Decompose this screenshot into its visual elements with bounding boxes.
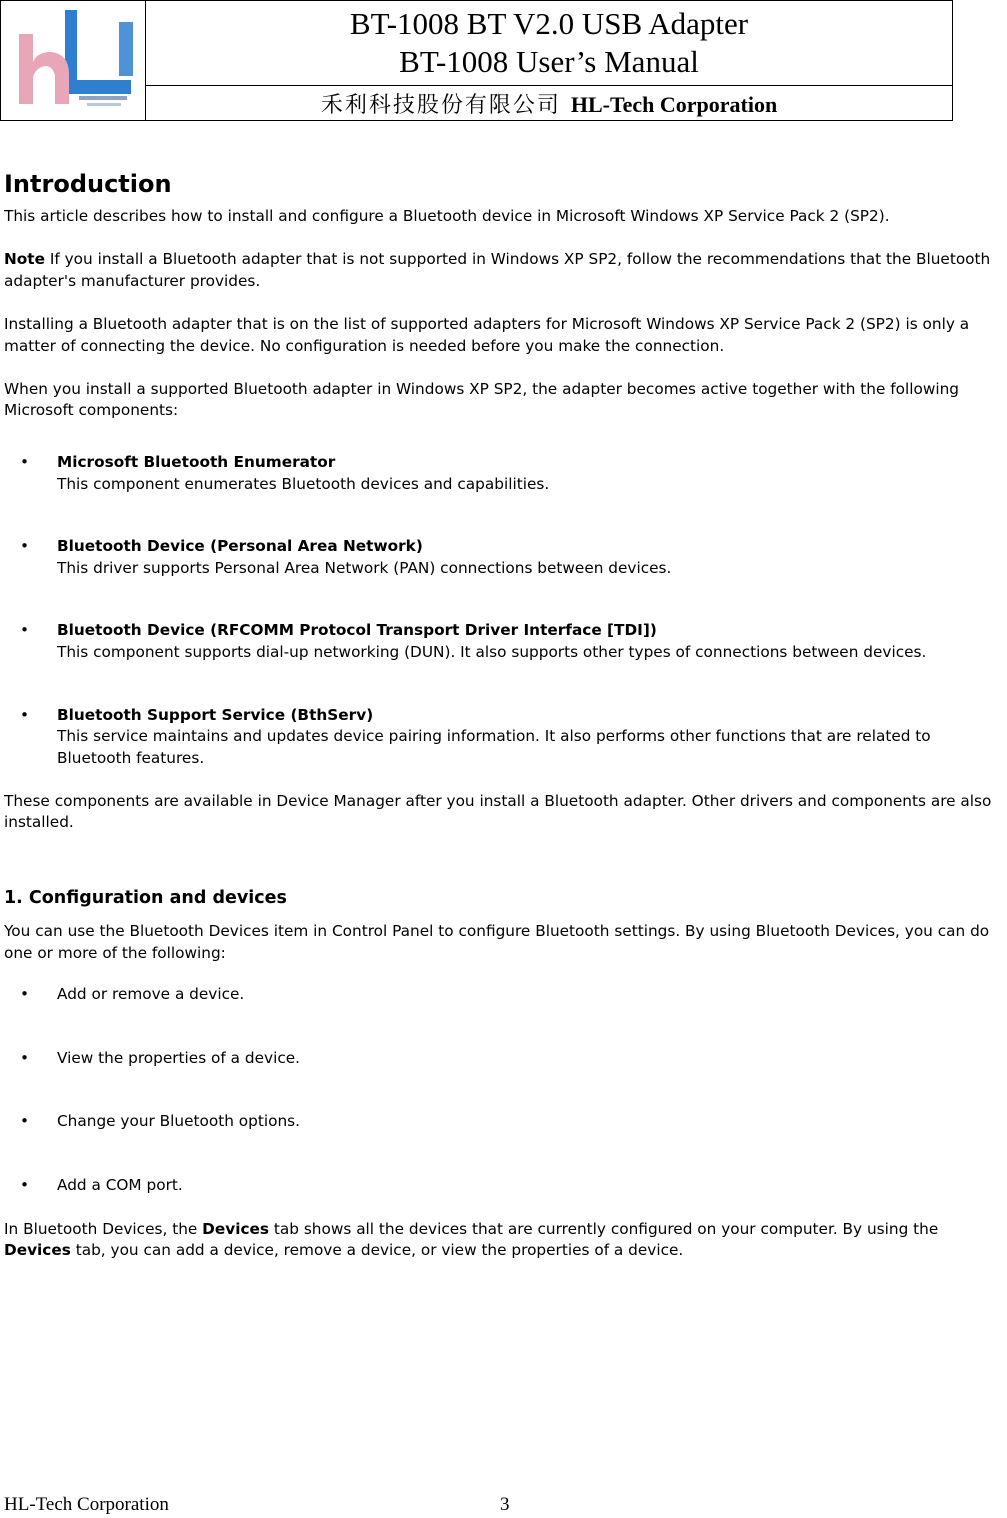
- configuration-heading: 1. Configuration and devices: [4, 888, 287, 909]
- title-line-2: BT-1008 User’s Manual: [399, 44, 699, 79]
- component-desc: This service maintains and updates device pairing information. It also performs other functions that are related to Bluetooth features.: [57, 727, 931, 767]
- manual-title: [146, 1, 953, 86]
- list-item: • Add or remove a device.: [20, 985, 245, 1004]
- page-number: 3: [500, 1494, 510, 1515]
- component-desc: This component enumerates Bluetooth devices and capabilities.: [57, 474, 550, 493]
- list-item: • Add a COM port.: [20, 1176, 183, 1195]
- hl-logo-icon: [7, 4, 139, 114]
- list-item: • Change your Bluetooth options.: [20, 1112, 301, 1131]
- list-item: • Bluetooth Device (Personal Area Network) This driver supports Personal Area Network (PAN) connections between devices.: [4, 536, 1007, 579]
- corporation-name-en: HL-Tech Corporation: [570, 91, 778, 117]
- list-item: • Bluetooth Support Service (BthServ) This service maintains and updates device pairing information. It also performs other functions that are related to Bluetooth features.: [4, 705, 1007, 770]
- component-title: Bluetooth Support Service (BthServ): [57, 705, 374, 724]
- components-intro-paragraph: When you install a supported Bluetooth adapter in Windows XP SP2, the adapter becomes active together with the following Microsoft components:: [4, 379, 959, 420]
- company-logo: [1, 1, 146, 121]
- component-title: Bluetooth Device (Personal Area Network): [57, 537, 423, 556]
- footer-corporation: HL-Tech Corporation: [4, 1494, 169, 1515]
- components-summary-paragraph: These components are available in Device Manager after you install a Bluetooth adapter. Other drivers and components are also installed.: [4, 791, 992, 832]
- corporation-name-cjk: 禾利科技股份有限公司: [320, 91, 561, 117]
- page-footer: [4, 1494, 1007, 1516]
- install-paragraph: Installing a Bluetooth adapter that is on the list of supported adapters for Microsoft Windows XP Service Pack 2 (SP2) is only a matter of connecting the device. No configuration is needed before you make the connection.: [4, 314, 970, 355]
- document-body: [4, 168, 1007, 1262]
- list-item: • View the properties of a device.: [20, 1048, 301, 1067]
- header-table: [0, 0, 953, 121]
- devices-tab-term: Devices: [202, 1219, 270, 1238]
- list-item: • Bluetooth Device (RFCOMM Protocol Transport Driver Interface [TDI]) This component supports dial-up networking (DUN). It also supports other types of connections between devices.: [4, 620, 1007, 663]
- devices-tab-term: Devices: [4, 1241, 71, 1260]
- component-title: Bluetooth Device (RFCOMM Protocol Transport Driver Interface [TDI]): [57, 621, 657, 640]
- configuration-paragraph: You can use the Bluetooth Devices item in Control Panel to configure Bluetooth settings. By using Bluetooth Devices, you can do one or more of the following:: [4, 922, 990, 962]
- note-label: Note: [4, 250, 45, 269]
- configuration-list: [4, 984, 1007, 1196]
- introduction-heading: Introduction: [4, 170, 172, 198]
- intro-paragraph: This article describes how to install and configure a Bluetooth device in Microsoft Windows XP Service Pack 2 (SP2).: [4, 207, 890, 225]
- component-desc: This component supports dial-up networking (DUN). It also supports other types of connections between devices.: [57, 642, 927, 661]
- component-list: [4, 452, 1007, 769]
- devices-tab-paragraph: In Bluetooth Devices, the Devices tab shows all the devices that are currently configured on your computer. By using the Devices tab, you can add a device, remove a device, or view the properties of a device.: [4, 1219, 939, 1260]
- component-title: Microsoft Bluetooth Enumerator: [57, 452, 336, 471]
- note-text: If you install a Bluetooth adapter that is not supported in Windows XP SP2, follow the recommendations that the Bluetooth adapter's manufacturer provides.: [4, 250, 991, 290]
- component-desc: This driver supports Personal Area Network (PAN) connections between devices.: [57, 558, 672, 577]
- corporation-cell: [146, 86, 953, 121]
- title-line-1: BT-1008 BT V2.0 USB Adapter: [349, 6, 749, 41]
- note-paragraph: [4, 249, 1007, 292]
- list-item: • Microsoft Bluetooth Enumerator This component enumerates Bluetooth devices and capabilities.: [4, 452, 1007, 495]
